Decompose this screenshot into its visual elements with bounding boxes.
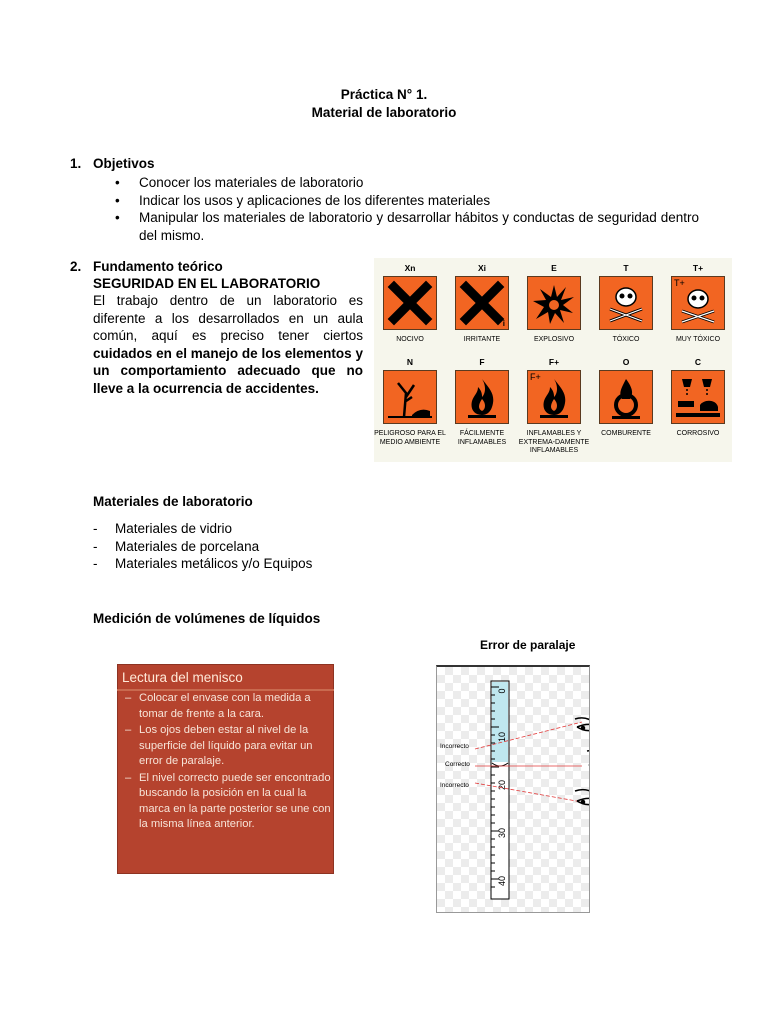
skull-icon [600, 277, 652, 329]
measurement-heading: Medición de volúmenes de líquidos [93, 611, 321, 626]
explosion-icon [528, 277, 580, 329]
list-item: – El nivel correcto puede ser encontrado buscando la posición en la cual la marca en la parte posterior se une con la misma línea anterior. [125, 771, 331, 830]
menisco-title: Lectura del menisco [122, 670, 243, 685]
hazard-o: O COMBURENTE [590, 356, 662, 439]
page-subtitle: Material de laboratorio [311, 105, 457, 120]
scale-label: 40 [497, 875, 507, 887]
section1-number: 1. [70, 156, 82, 171]
hazard-n: N PELIGROSO PARA EL MEDIO AMBIENTE [374, 357, 446, 446]
hazard-c: C CORROSIVO [662, 356, 734, 439]
hazard-xn: Xn NOCIVO [374, 262, 446, 345]
scale-label: 0 [497, 688, 507, 694]
section2-number: 2. [70, 259, 82, 274]
eye-icon [575, 790, 589, 805]
safety-paragraph [93, 292, 363, 397]
parallax-title: Error de paralaje [480, 638, 576, 652]
scale-label: 20 [497, 779, 507, 791]
cross-icon [456, 277, 508, 329]
list-item: • Conocer los materiales de laboratorio [115, 175, 364, 190]
section1-heading: Objetivos [93, 156, 155, 171]
hazard-fplus: F+ F+ INFLAMABLES Y EXTREMA-DAMENTE INFLAMABLES [518, 357, 590, 454]
hazard-e: E EXPLOSIVO [518, 262, 590, 345]
label-correct: Correcto [445, 761, 470, 768]
list-item: – Los ojos deben estar al nivel de la superficie del líquido para evitar un error de paralaje. [125, 724, 313, 767]
list-item: - Materiales metálicos y/o Equipos [93, 556, 313, 571]
list-item: - Materiales de vidrio [93, 521, 233, 536]
page-title: Práctica N° 1. [340, 87, 428, 102]
objectives-list [115, 174, 699, 244]
materials-heading: Materiales de laboratorio [93, 494, 253, 509]
dead-tree-icon [384, 371, 436, 423]
hazard-symbols-table [374, 258, 732, 462]
flame-icon [456, 371, 508, 423]
hazard-xi: Xi i IRRITANTE [446, 262, 518, 345]
section2-subheading: SEGURIDAD EN EL LABORATORIO [93, 276, 321, 291]
flame-over-circle-icon [600, 371, 652, 423]
list-item: • Manipular los materiales de laboratorio y desarrollar hábitos y conductas de seguridad dentro del mismo. [115, 210, 699, 243]
section2-heading: Fundamento teórico [93, 259, 223, 274]
list-item: • Indicar los usos y aplicaciones de los diferentes materiales [115, 192, 491, 208]
eye-icon [587, 751, 589, 769]
scale-label: 30 [497, 827, 507, 839]
eye-icon [575, 718, 589, 731]
paragraph-bold: cuidados en el manejo de los elementos y un comportamiento adecuado que no lleve a la ocurrencia de accidentes. [93, 345, 363, 396]
parallax-figure [436, 665, 590, 913]
list-item: - Materiales de porcelana [93, 538, 260, 554]
cross-icon [384, 277, 436, 329]
hazard-t: T TÓXICO [590, 262, 662, 345]
materials-list [93, 520, 413, 573]
label-incorrect-top: Incorrecto [440, 743, 469, 750]
label-incorrect-bottom: Incorrecto [440, 782, 469, 789]
hazard-tplus: T+ T+ MUY TÓXICO [662, 262, 734, 345]
list-item: – Colocar el envase con la medida a tomar de frente a la cara. [125, 692, 311, 720]
scale-label: 10 [497, 731, 507, 743]
corrosion-icon [672, 371, 724, 423]
hazard-f: F FÁCILMENTE INFLAMABLES [446, 356, 518, 447]
burette-diagram [437, 667, 589, 912]
menisco-list [125, 691, 331, 834]
paragraph-normal: El trabajo dentro de un laboratorio es diferente a los desarrollados en un aula común, aquí es preciso tener ciertos [93, 293, 363, 343]
menisco-slide [117, 664, 334, 874]
